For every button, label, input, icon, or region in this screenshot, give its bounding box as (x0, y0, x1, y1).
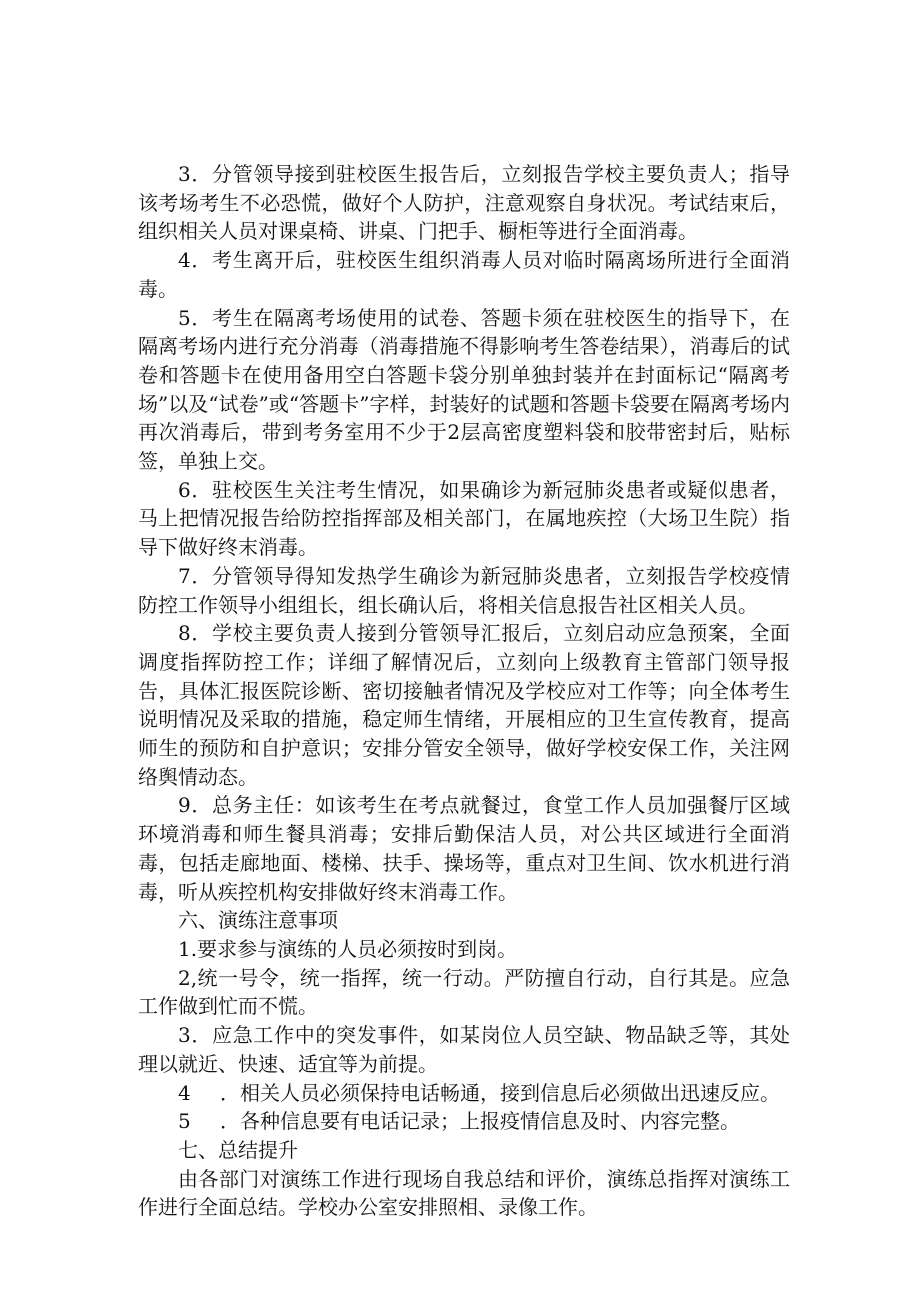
notice-item-5-number: 5 (178, 1109, 191, 1134)
notice-item-4-number: 4 (178, 1080, 191, 1105)
notice-item-5-text: ．各种信息要有电话记录；上报疫情信息及时、内容完整。 (220, 1109, 740, 1134)
section-heading-7: 七、总结提升 (178, 1137, 298, 1162)
notice-item-3: 3．应急工作中的突发事件，如某岗位人员空缺、物品缺乏等，其处理以就近、快速、适宜等为前提。 (138, 1023, 790, 1076)
paragraph-item-3: 3．分管领导接到驻校医生报告后，立刻报告学校主要负责人；指导该考场考生不必恐慌，做好个人防护，注意观察自身状况。考试结束后，组织相关人员对课桌椅、讲桌、门把手、橱柜等进行全面消毒。 (138, 162, 790, 244)
paragraph-item-5: 5．考生在隔离考场使用的试卷、答题卡须在驻校医生的指导下，在隔离考场内进行充分消毒（消毒措施不得影响考生答卷结果），消毒后的试卷和答题卡在使用备用空白答题卡袋分别单独封装并在封面标记“隔离考场”以及“试卷”或“答题卡”字样，封装好的试题和答题卡袋要在隔离考场内再次消毒后，带到考务室用不少于2层高密度塑料袋和胶带密封后，贴标签，单独上交。 (138, 305, 790, 474)
paragraph-item-8: 8．学校主要负责人接到分管领导汇报后，立刻启动应急预案，全面调度指挥防控工作；详细了解情况后，立刻向上级教育主管部门领导报告，具体汇报医院诊断、密切接触者情况及学校应对工作等；向全体考生说明情况及采取的措施，稳定师生情绪，开展相应的卫生宣传教育，提高师生的预防和自护意识；安排分管安全领导，做好学校安保工作，关注网络舆情动态。 (138, 621, 790, 789)
paragraph-item-6: 6．驻校医生关注考生情况，如果确诊为新冠肺炎患者或疑似患者，马上把情况报告给防控指挥部及相关部门，在属地疾控（大场卫生院）指导下做好终末消毒。 (138, 477, 790, 560)
section-heading-6: 六、演练注意事项 (178, 908, 338, 933)
summary-paragraph: 由各部门对演练工作进行现场自我总结和评价，演练总指挥对演练工作进行全面总结。学校办公室安排照相、录像工作。 (138, 1166, 790, 1220)
paragraph-item-4: 4．考生离开后，驻校医生组织消毒人员对临时隔离场所进行全面消毒。 (138, 248, 790, 301)
paragraph-item-9: 9．总务主任：如该考生在考点就餐过，食堂工作人员加强餐厅区域环境消毒和师生餐具消毒；安排后勤保洁人员，对公共区域进行全面消毒，包括走廊地面、楼梯、扶手、操场等，重点对卫生间、饮水机进行消毒，听从疾控机构安排做好终末消毒工作。 (138, 793, 790, 904)
notice-item-2: 2,统一号令，统一指挥，统一行动。严防擅自行动，自行其是。应急工作做到忙而不慌。 (138, 965, 790, 1019)
notice-item-4 (138, 1079, 790, 1108)
paragraph-item-7: 7．分管领导得知发热学生确诊为新冠肺炎患者，立刻报告学校疫情防控工作领导小组组长，组长确认后，将相关信息报告社区相关人员。 (138, 563, 790, 617)
notice-item-5 (138, 1107, 790, 1136)
document-body (138, 160, 790, 1222)
notice-item-1: 1.要求参与演练的人员必须按时到岗。 (178, 936, 518, 961)
notice-item-4-text: ．相关人员必须保持电话畅通，接到信息后必须做出迅速反应。 (220, 1080, 780, 1105)
